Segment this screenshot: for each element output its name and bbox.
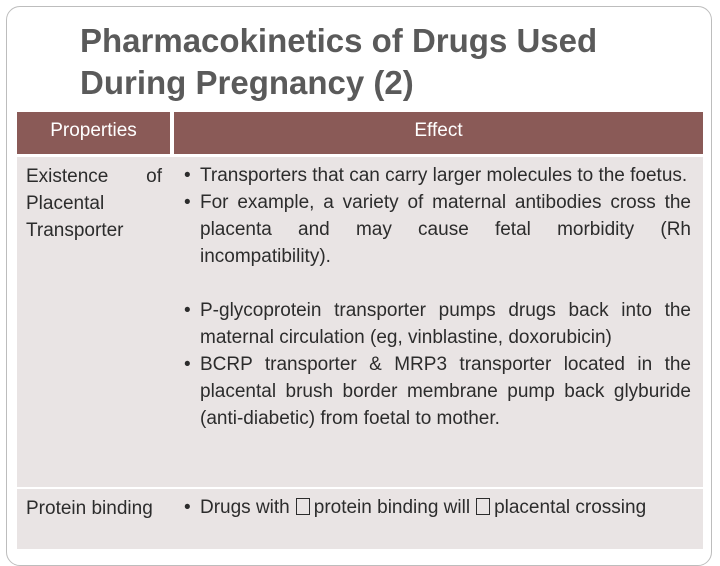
table-header — [17, 112, 703, 154]
header-effect: Effect — [174, 112, 703, 154]
title-line-1: Pharmacokinetics of Drugs Used — [80, 22, 598, 59]
table-row — [17, 489, 703, 549]
bullet-icon: • — [184, 300, 191, 321]
property-cell: Protein binding — [26, 498, 153, 519]
bullet-icon: • — [184, 165, 191, 186]
effect-text-part: protein binding will — [313, 497, 471, 518]
missing-glyph-icon — [476, 498, 490, 515]
slide-title — [80, 20, 700, 104]
effect-cell — [174, 489, 703, 549]
list-item — [182, 189, 691, 270]
list-item — [182, 494, 691, 521]
effect-text: P-glycoprotein transporter pumps drugs back into the maternal circulation (eg, vinblastine, doxorubicin) — [200, 300, 691, 348]
header-properties: Properties — [17, 112, 170, 154]
effect-text-part: Drugs with — [200, 497, 290, 518]
missing-glyph-icon — [296, 498, 310, 515]
effect-text: BCRP transporter & MRP3 transporter located in the placental brush border membrane pump back glyburide (anti-diabetic) from foetal to mother. — [200, 354, 691, 429]
list-item — [182, 162, 691, 189]
effect-cell — [174, 157, 703, 487]
list-item — [182, 351, 691, 432]
list-item — [182, 297, 691, 351]
bullet-icon: • — [184, 354, 191, 375]
table-row — [17, 157, 703, 487]
effect-text: For example, a variety of maternal antibodies cross the placenta and may cause fetal morbidity (Rh incompatibility). — [200, 192, 691, 267]
bullet-icon: • — [184, 497, 191, 518]
property-cell: Existence of Placental Transporter — [26, 166, 162, 241]
bullet-icon: • — [184, 192, 191, 213]
effect-text-part: placental crossing — [494, 497, 647, 518]
effect-text: Transporters that can carry larger molecules to the foetus. — [200, 165, 688, 186]
title-line-2: During Pregnancy (2) — [80, 64, 414, 101]
